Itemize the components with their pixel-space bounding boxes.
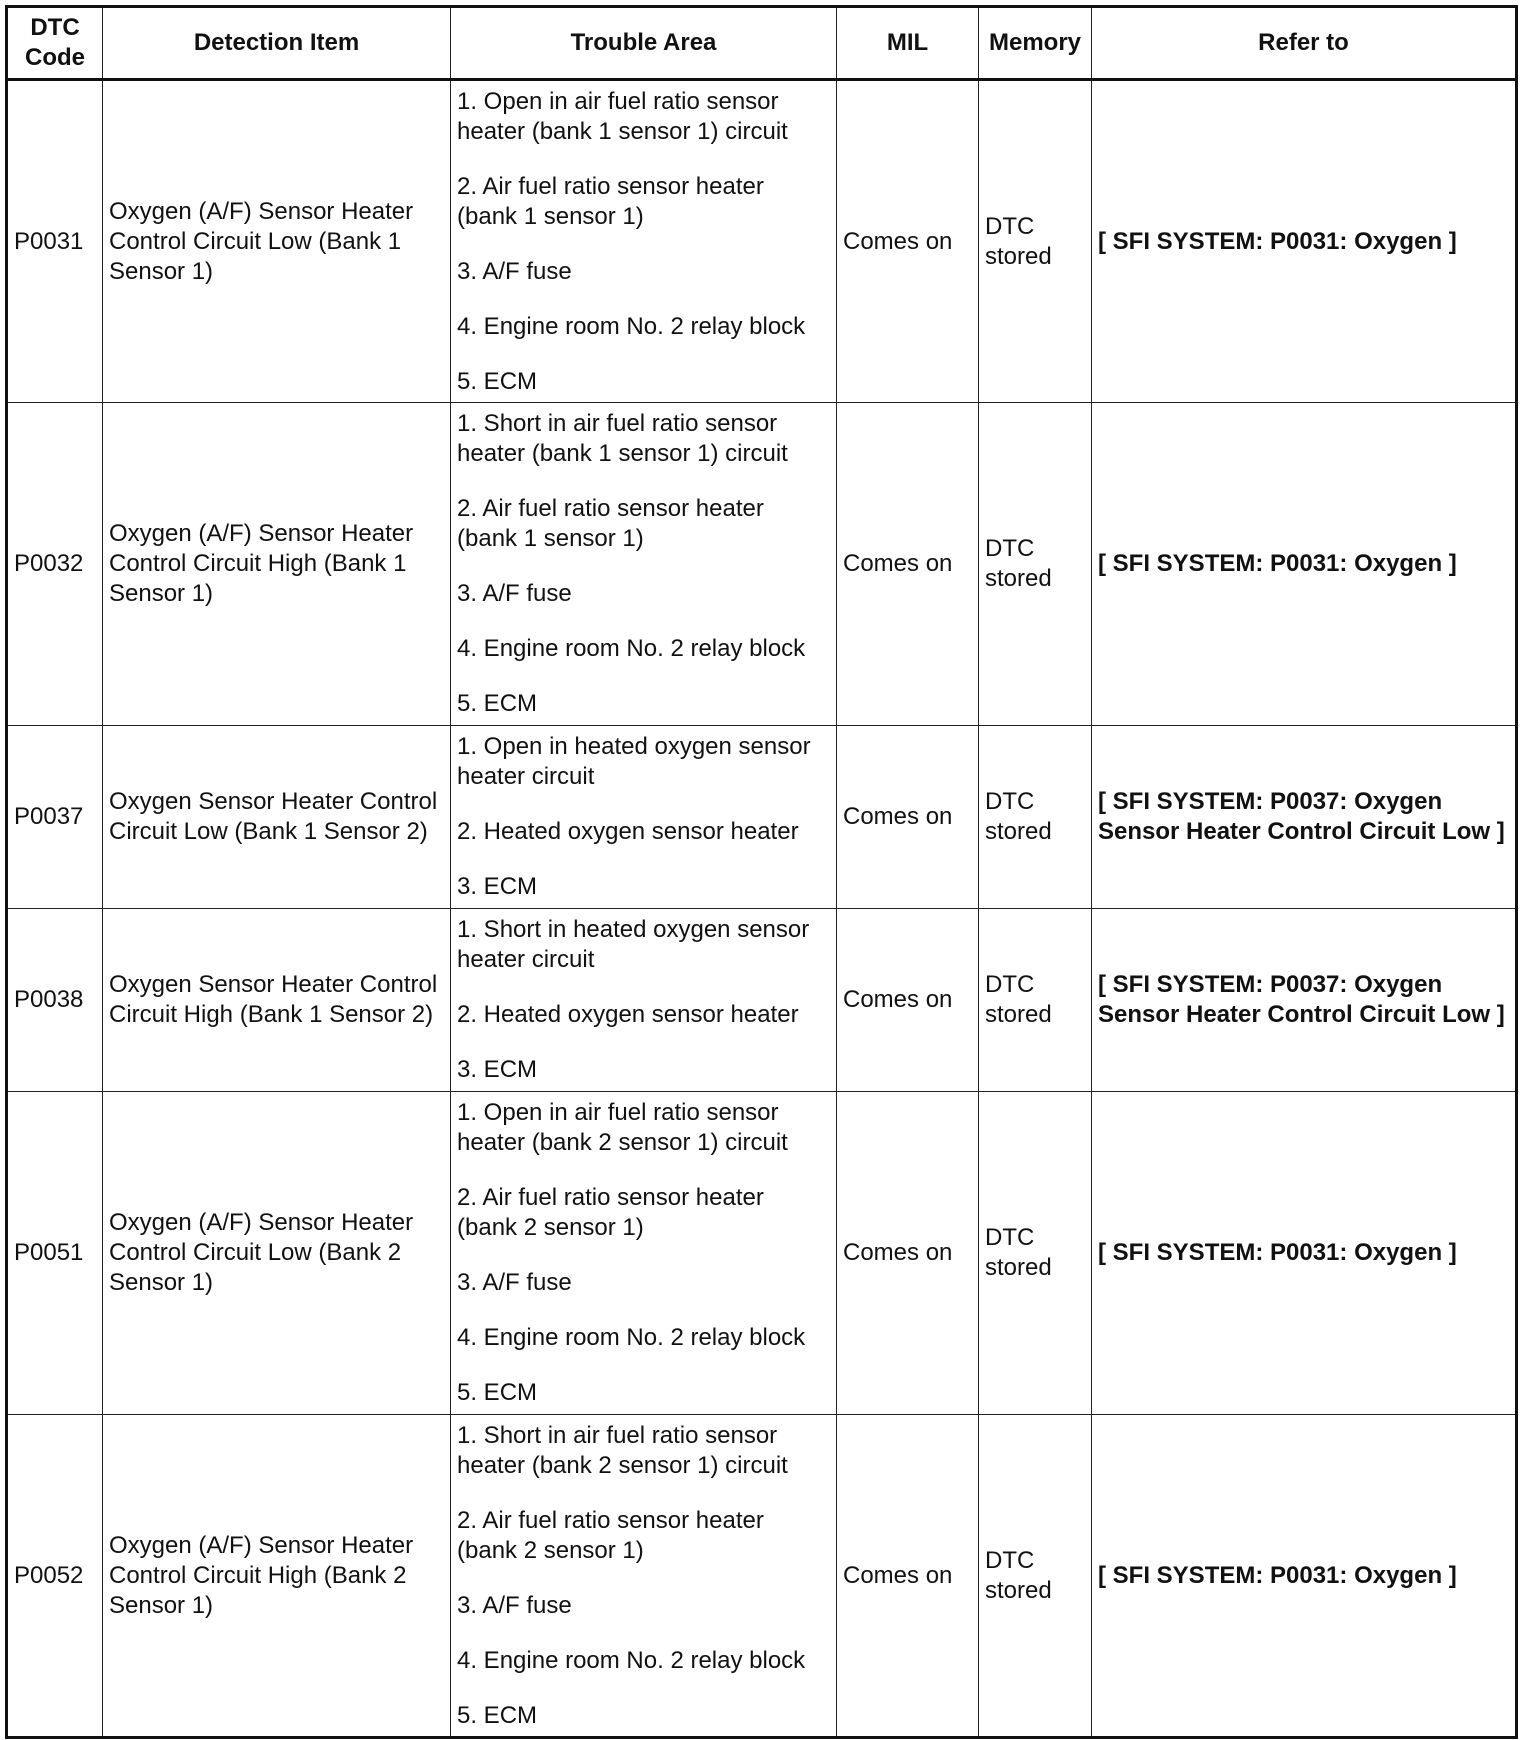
- dtc-code-cell: P0038: [7, 909, 103, 1092]
- header-mil: MIL: [837, 7, 979, 80]
- memory-cell: DTC stored: [979, 909, 1092, 1092]
- trouble-area-item: 2. Air fuel ratio sensor heater (bank 2 sensor 1): [457, 1184, 764, 1241]
- trouble-area-item: 4. Engine room No. 2 relay block: [457, 312, 806, 340]
- header-trouble-area: Trouble Area: [451, 7, 837, 80]
- detection-item-cell: Oxygen (A/F) Sensor Heater Control Circuit Low (Bank 2 Sensor 1): [103, 1092, 451, 1415]
- trouble-area-item: 5. ECM: [457, 1701, 538, 1729]
- refer-to-link[interactable]: [ SFI SYSTEM: P0031: Oxygen ]: [1092, 1415, 1517, 1738]
- dtc-table: [5, 5, 1518, 1739]
- table-row: [7, 1092, 1517, 1415]
- trouble-area-item: 1. Open in air fuel ratio sensor heater (bank 1 sensor 1) circuit: [457, 87, 788, 145]
- trouble-area-item: 3. A/F fuse: [457, 1269, 572, 1296]
- memory-cell: DTC stored: [979, 1415, 1092, 1738]
- trouble-area-item: 2. Air fuel ratio sensor heater (bank 1 sensor 1): [457, 172, 764, 230]
- detection-item-cell: Oxygen Sensor Heater Control Circuit Low (Bank 1 Sensor 2): [103, 726, 451, 909]
- detection-item-cell: Oxygen (A/F) Sensor Heater Control Circuit High (Bank 2 Sensor 1): [103, 1415, 451, 1738]
- trouble-area-item: 3. ECM: [457, 1056, 538, 1083]
- memory-cell: DTC stored: [979, 1092, 1092, 1415]
- trouble-area-cell: [451, 726, 837, 909]
- detection-item-cell: Oxygen (A/F) Sensor Heater Control Circuit High (Bank 1 Sensor 1): [103, 403, 451, 726]
- header-detection-item: Detection Item: [103, 7, 451, 80]
- trouble-area-item: 3. A/F fuse: [457, 1591, 572, 1619]
- refer-to-link[interactable]: [ SFI SYSTEM: P0031: Oxygen ]: [1092, 1092, 1517, 1415]
- trouble-area-item: 1. Open in heated oxygen sensor heater circuit: [457, 733, 811, 790]
- mil-cell: Comes on: [837, 1092, 979, 1415]
- trouble-area-item: 1. Short in heated oxygen sensor heater circuit: [457, 916, 810, 973]
- refer-to-link[interactable]: [ SFI SYSTEM: P0037: Oxygen Sensor Heater Control Circuit Low ]: [1092, 909, 1517, 1092]
- dtc-table-container: [5, 5, 1518, 1739]
- dtc-code-cell: P0032: [7, 403, 103, 726]
- dtc-code-cell: P0051: [7, 1092, 103, 1415]
- memory-cell: DTC stored: [979, 403, 1092, 726]
- table-row: [7, 1415, 1517, 1738]
- trouble-area-cell: [451, 403, 837, 726]
- memory-cell: DTC stored: [979, 80, 1092, 403]
- trouble-area-item: 5. ECM: [457, 1379, 538, 1406]
- trouble-area-item: 3. ECM: [457, 873, 538, 900]
- trouble-area-item: 1. Short in air fuel ratio sensor heater (bank 2 sensor 1) circuit: [457, 1421, 788, 1479]
- trouble-area-item: 4. Engine room No. 2 relay block: [457, 635, 806, 662]
- trouble-area-item: 4. Engine room No. 2 relay block: [457, 1324, 806, 1351]
- detection-item-cell: Oxygen (A/F) Sensor Heater Control Circuit Low (Bank 1 Sensor 1): [103, 80, 451, 403]
- table-header-row: [7, 7, 1517, 80]
- table-row: [7, 909, 1517, 1092]
- mil-cell: Comes on: [837, 80, 979, 403]
- trouble-area-item: 5. ECM: [457, 690, 538, 717]
- header-memory: Memory: [979, 7, 1092, 80]
- mil-cell: Comes on: [837, 909, 979, 1092]
- trouble-area-item: 1. Open in air fuel ratio sensor heater (bank 2 sensor 1) circuit: [457, 1099, 788, 1156]
- dtc-code-cell: P0031: [7, 80, 103, 403]
- trouble-area-item: 2. Air fuel ratio sensor heater (bank 2 sensor 1): [457, 1506, 764, 1564]
- trouble-area-item: 2. Air fuel ratio sensor heater (bank 1 sensor 1): [457, 495, 764, 552]
- detection-item-cell: Oxygen Sensor Heater Control Circuit High (Bank 1 Sensor 2): [103, 909, 451, 1092]
- trouble-area-item: 1. Short in air fuel ratio sensor heater (bank 1 sensor 1) circuit: [457, 410, 788, 467]
- trouble-area-cell: [451, 80, 837, 403]
- table-row: [7, 403, 1517, 726]
- header-dtc-code: DTC Code: [7, 7, 103, 80]
- dtc-code-cell: P0037: [7, 726, 103, 909]
- trouble-area-item: 2. Heated oxygen sensor heater: [457, 1001, 799, 1028]
- table-row: [7, 726, 1517, 909]
- mil-cell: Comes on: [837, 1415, 979, 1738]
- trouble-area-item: 3. A/F fuse: [457, 580, 572, 607]
- trouble-area-item: 5. ECM: [457, 367, 538, 395]
- trouble-area-item: 3. A/F fuse: [457, 257, 572, 285]
- dtc-code-cell: P0052: [7, 1415, 103, 1738]
- refer-to-link[interactable]: [ SFI SYSTEM: P0037: Oxygen Sensor Heater Control Circuit Low ]: [1092, 726, 1517, 909]
- trouble-area-cell: [451, 1415, 837, 1738]
- header-refer-to: Refer to: [1092, 7, 1517, 80]
- mil-cell: Comes on: [837, 403, 979, 726]
- mil-cell: Comes on: [837, 726, 979, 909]
- memory-cell: DTC stored: [979, 726, 1092, 909]
- trouble-area-cell: [451, 909, 837, 1092]
- table-row: [7, 80, 1517, 403]
- trouble-area-cell: [451, 1092, 837, 1415]
- trouble-area-item: 2. Heated oxygen sensor heater: [457, 818, 799, 845]
- refer-to-link[interactable]: [ SFI SYSTEM: P0031: Oxygen ]: [1092, 80, 1517, 403]
- trouble-area-item: 4. Engine room No. 2 relay block: [457, 1646, 806, 1674]
- refer-to-link[interactable]: [ SFI SYSTEM: P0031: Oxygen ]: [1092, 403, 1517, 726]
